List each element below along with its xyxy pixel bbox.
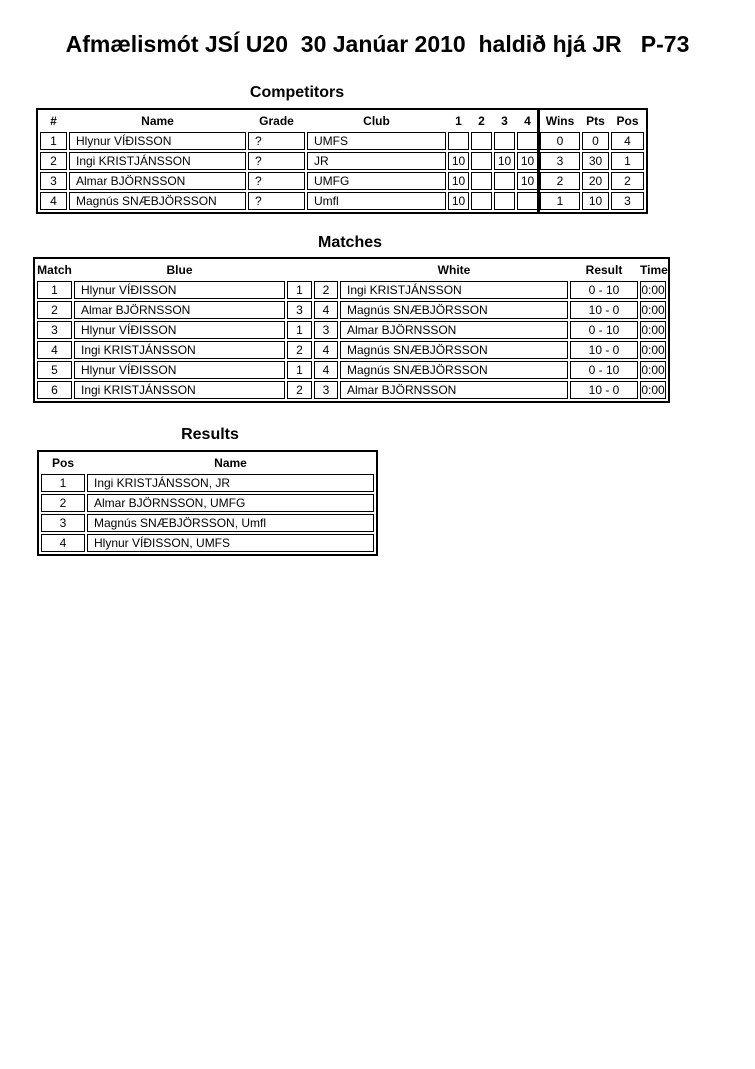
- match-result: 10 - 0: [570, 301, 638, 319]
- result-position: 3: [41, 514, 85, 532]
- col-header-pts: Pts: [586, 114, 605, 128]
- score-vs-3: 10: [494, 152, 515, 170]
- white-player-number: 3: [314, 381, 338, 399]
- competitor-row: [40, 152, 644, 170]
- wins-section-divider-line: [537, 108, 540, 214]
- competitor-grade: ?: [248, 192, 305, 210]
- competitor-number: 3: [40, 172, 67, 190]
- match-time: 0:00: [640, 301, 666, 319]
- competitor-pos: 4: [611, 132, 644, 150]
- white-player-number: 4: [314, 301, 338, 319]
- competitor-name: Magnús SNÆBJÖRSSON: [69, 192, 246, 210]
- white-player-number: 4: [314, 341, 338, 359]
- white-player-name: Magnús SNÆBJÖRSSON: [340, 301, 568, 319]
- page-title: Afmælismót JSÍ U20 30 Janúar 2010 haldið hjá JR P-73: [65, 31, 690, 57]
- results-table: [37, 450, 378, 556]
- col-header-blue-number: [287, 261, 312, 279]
- col-header-score-1: 1: [455, 114, 462, 128]
- competitor-pos: 2: [611, 172, 644, 190]
- blue-player-name: Ingi KRISTJÁNSSON: [74, 381, 285, 399]
- competitor-number: 4: [40, 192, 67, 210]
- col-header-result: Result: [585, 263, 623, 277]
- result-row: [41, 534, 374, 552]
- white-player-name: Magnús SNÆBJÖRSSON: [340, 361, 568, 379]
- score-vs-1: 10: [448, 192, 469, 210]
- result-position: 4: [41, 534, 85, 552]
- competitor-club: Umfl: [307, 192, 446, 210]
- score-vs-4: [517, 192, 538, 210]
- score-vs-1: 10: [448, 172, 469, 190]
- match-time: 0:00: [640, 381, 666, 399]
- score-vs-2: [471, 132, 492, 150]
- competitor-pts: 0: [582, 132, 609, 150]
- white-player-number: 2: [314, 281, 338, 299]
- match-row: [37, 281, 666, 299]
- results-table-grid: [37, 450, 378, 556]
- results-header-row: [41, 454, 374, 472]
- competitor-name: Ingi KRISTJÁNSSON: [69, 152, 246, 170]
- blue-player-number: 1: [287, 281, 312, 299]
- blue-player-name: Almar BJÖRNSSON: [74, 301, 285, 319]
- competitor-name: Almar BJÖRNSSON: [69, 172, 246, 190]
- match-row: [37, 361, 666, 379]
- score-vs-1: [448, 132, 469, 150]
- blue-player-name: Hlynur VÍÐISSON: [74, 281, 285, 299]
- match-row: [37, 341, 666, 359]
- match-number: 5: [37, 361, 72, 379]
- col-header-name: Name: [141, 114, 174, 128]
- match-time: 0:00: [640, 281, 666, 299]
- blue-player-number: 1: [287, 361, 312, 379]
- matches-table-grid: [33, 257, 670, 403]
- match-row: [37, 321, 666, 339]
- match-time: 0:00: [640, 361, 666, 379]
- blue-player-number: 3: [287, 301, 312, 319]
- white-player-number: 4: [314, 361, 338, 379]
- col-header-name: Name: [214, 456, 247, 470]
- score-vs-2: [471, 172, 492, 190]
- match-row: [37, 301, 666, 319]
- white-player-number: 3: [314, 321, 338, 339]
- col-header-wins: Wins: [545, 114, 575, 128]
- competitor-row: [40, 132, 644, 150]
- competitor-club: UMFS: [307, 132, 446, 150]
- result-position: 2: [41, 494, 85, 512]
- white-player-name: Almar BJÖRNSSON: [340, 381, 568, 399]
- result-row: [41, 514, 374, 532]
- blue-player-name: Hlynur VÍÐISSON: [74, 361, 285, 379]
- match-number: 2: [37, 301, 72, 319]
- score-vs-1: 10: [448, 152, 469, 170]
- col-header-score-4: 4: [524, 114, 531, 128]
- match-number: 6: [37, 381, 72, 399]
- col-header-score-2: 2: [478, 114, 485, 128]
- white-player-name: Magnús SNÆBJÖRSSON: [340, 341, 568, 359]
- competitor-row: [40, 172, 644, 190]
- competitor-pts: 10: [582, 192, 609, 210]
- col-header-match: Match: [37, 263, 72, 277]
- competitor-club: UMFG: [307, 172, 446, 190]
- col-header-club: Club: [363, 114, 390, 128]
- score-vs-4: 10: [517, 152, 538, 170]
- match-result: 0 - 10: [570, 281, 638, 299]
- white-player-name: Almar BJÖRNSSON: [340, 321, 568, 339]
- competitor-wins: 3: [540, 152, 580, 170]
- result-player-name: Ingi KRISTJÁNSSON, JR: [87, 474, 374, 492]
- blue-player-name: Hlynur VÍÐISSON: [74, 321, 285, 339]
- result-player-name: Almar BJÖRNSSON, UMFG: [87, 494, 374, 512]
- competitor-club: JR: [307, 152, 446, 170]
- blue-player-name: Ingi KRISTJÁNSSON: [74, 341, 285, 359]
- result-player-name: Magnús SNÆBJÖRSSON, Umfl: [87, 514, 374, 532]
- competitor-grade: ?: [248, 132, 305, 150]
- competitor-row: [40, 192, 644, 210]
- score-vs-4: [517, 132, 538, 150]
- competitors-heading: Competitors: [249, 84, 345, 101]
- competitors-header-row: [40, 112, 644, 130]
- col-header-pos: Pos: [616, 114, 639, 128]
- col-header-time: Time: [640, 263, 668, 277]
- col-header-white-number: [314, 261, 338, 279]
- score-vs-2: [471, 192, 492, 210]
- score-vs-3: [494, 192, 515, 210]
- blue-player-number: 1: [287, 321, 312, 339]
- competitor-pts: 20: [582, 172, 609, 190]
- score-vs-2: [471, 152, 492, 170]
- results-heading: Results: [181, 426, 239, 443]
- col-header-white: White: [437, 263, 471, 277]
- competitor-wins: 1: [540, 192, 580, 210]
- match-result: 0 - 10: [570, 321, 638, 339]
- competitor-pos: 3: [611, 192, 644, 210]
- match-result: 0 - 10: [570, 361, 638, 379]
- col-header-grade: Grade: [259, 114, 294, 128]
- match-number: 4: [37, 341, 72, 359]
- competitor-grade: ?: [248, 152, 305, 170]
- col-header-blue: Blue: [166, 263, 193, 277]
- col-header-score-3: 3: [501, 114, 508, 128]
- match-result: 10 - 0: [570, 381, 638, 399]
- score-vs-4: 10: [517, 172, 538, 190]
- competitor-pos: 1: [611, 152, 644, 170]
- competitor-grade: ?: [248, 172, 305, 190]
- matches-heading: Matches: [317, 234, 383, 251]
- col-header-pos: Pos: [51, 456, 74, 470]
- competitor-number: 1: [40, 132, 67, 150]
- competitor-name: Hlynur VÍÐISSON: [69, 132, 246, 150]
- white-player-name: Ingi KRISTJÁNSSON: [340, 281, 568, 299]
- result-position: 1: [41, 474, 85, 492]
- competitors-table: [36, 108, 648, 214]
- matches-table: [33, 257, 670, 403]
- match-number: 1: [37, 281, 72, 299]
- match-row: [37, 381, 666, 399]
- matches-header-row: [37, 261, 666, 279]
- blue-player-number: 2: [287, 381, 312, 399]
- col-header-number: #: [50, 114, 57, 128]
- result-row: [41, 474, 374, 492]
- competitor-wins: 0: [540, 132, 580, 150]
- match-time: 0:00: [640, 321, 666, 339]
- match-time: 0:00: [640, 341, 666, 359]
- blue-player-number: 2: [287, 341, 312, 359]
- competitor-wins: 2: [540, 172, 580, 190]
- match-number: 3: [37, 321, 72, 339]
- score-vs-3: [494, 132, 515, 150]
- competitor-number: 2: [40, 152, 67, 170]
- match-result: 10 - 0: [570, 341, 638, 359]
- score-vs-3: [494, 172, 515, 190]
- result-player-name: Hlynur VÍÐISSON, UMFS: [87, 534, 374, 552]
- competitors-table-grid: [36, 108, 648, 214]
- competitor-pts: 30: [582, 152, 609, 170]
- result-row: [41, 494, 374, 512]
